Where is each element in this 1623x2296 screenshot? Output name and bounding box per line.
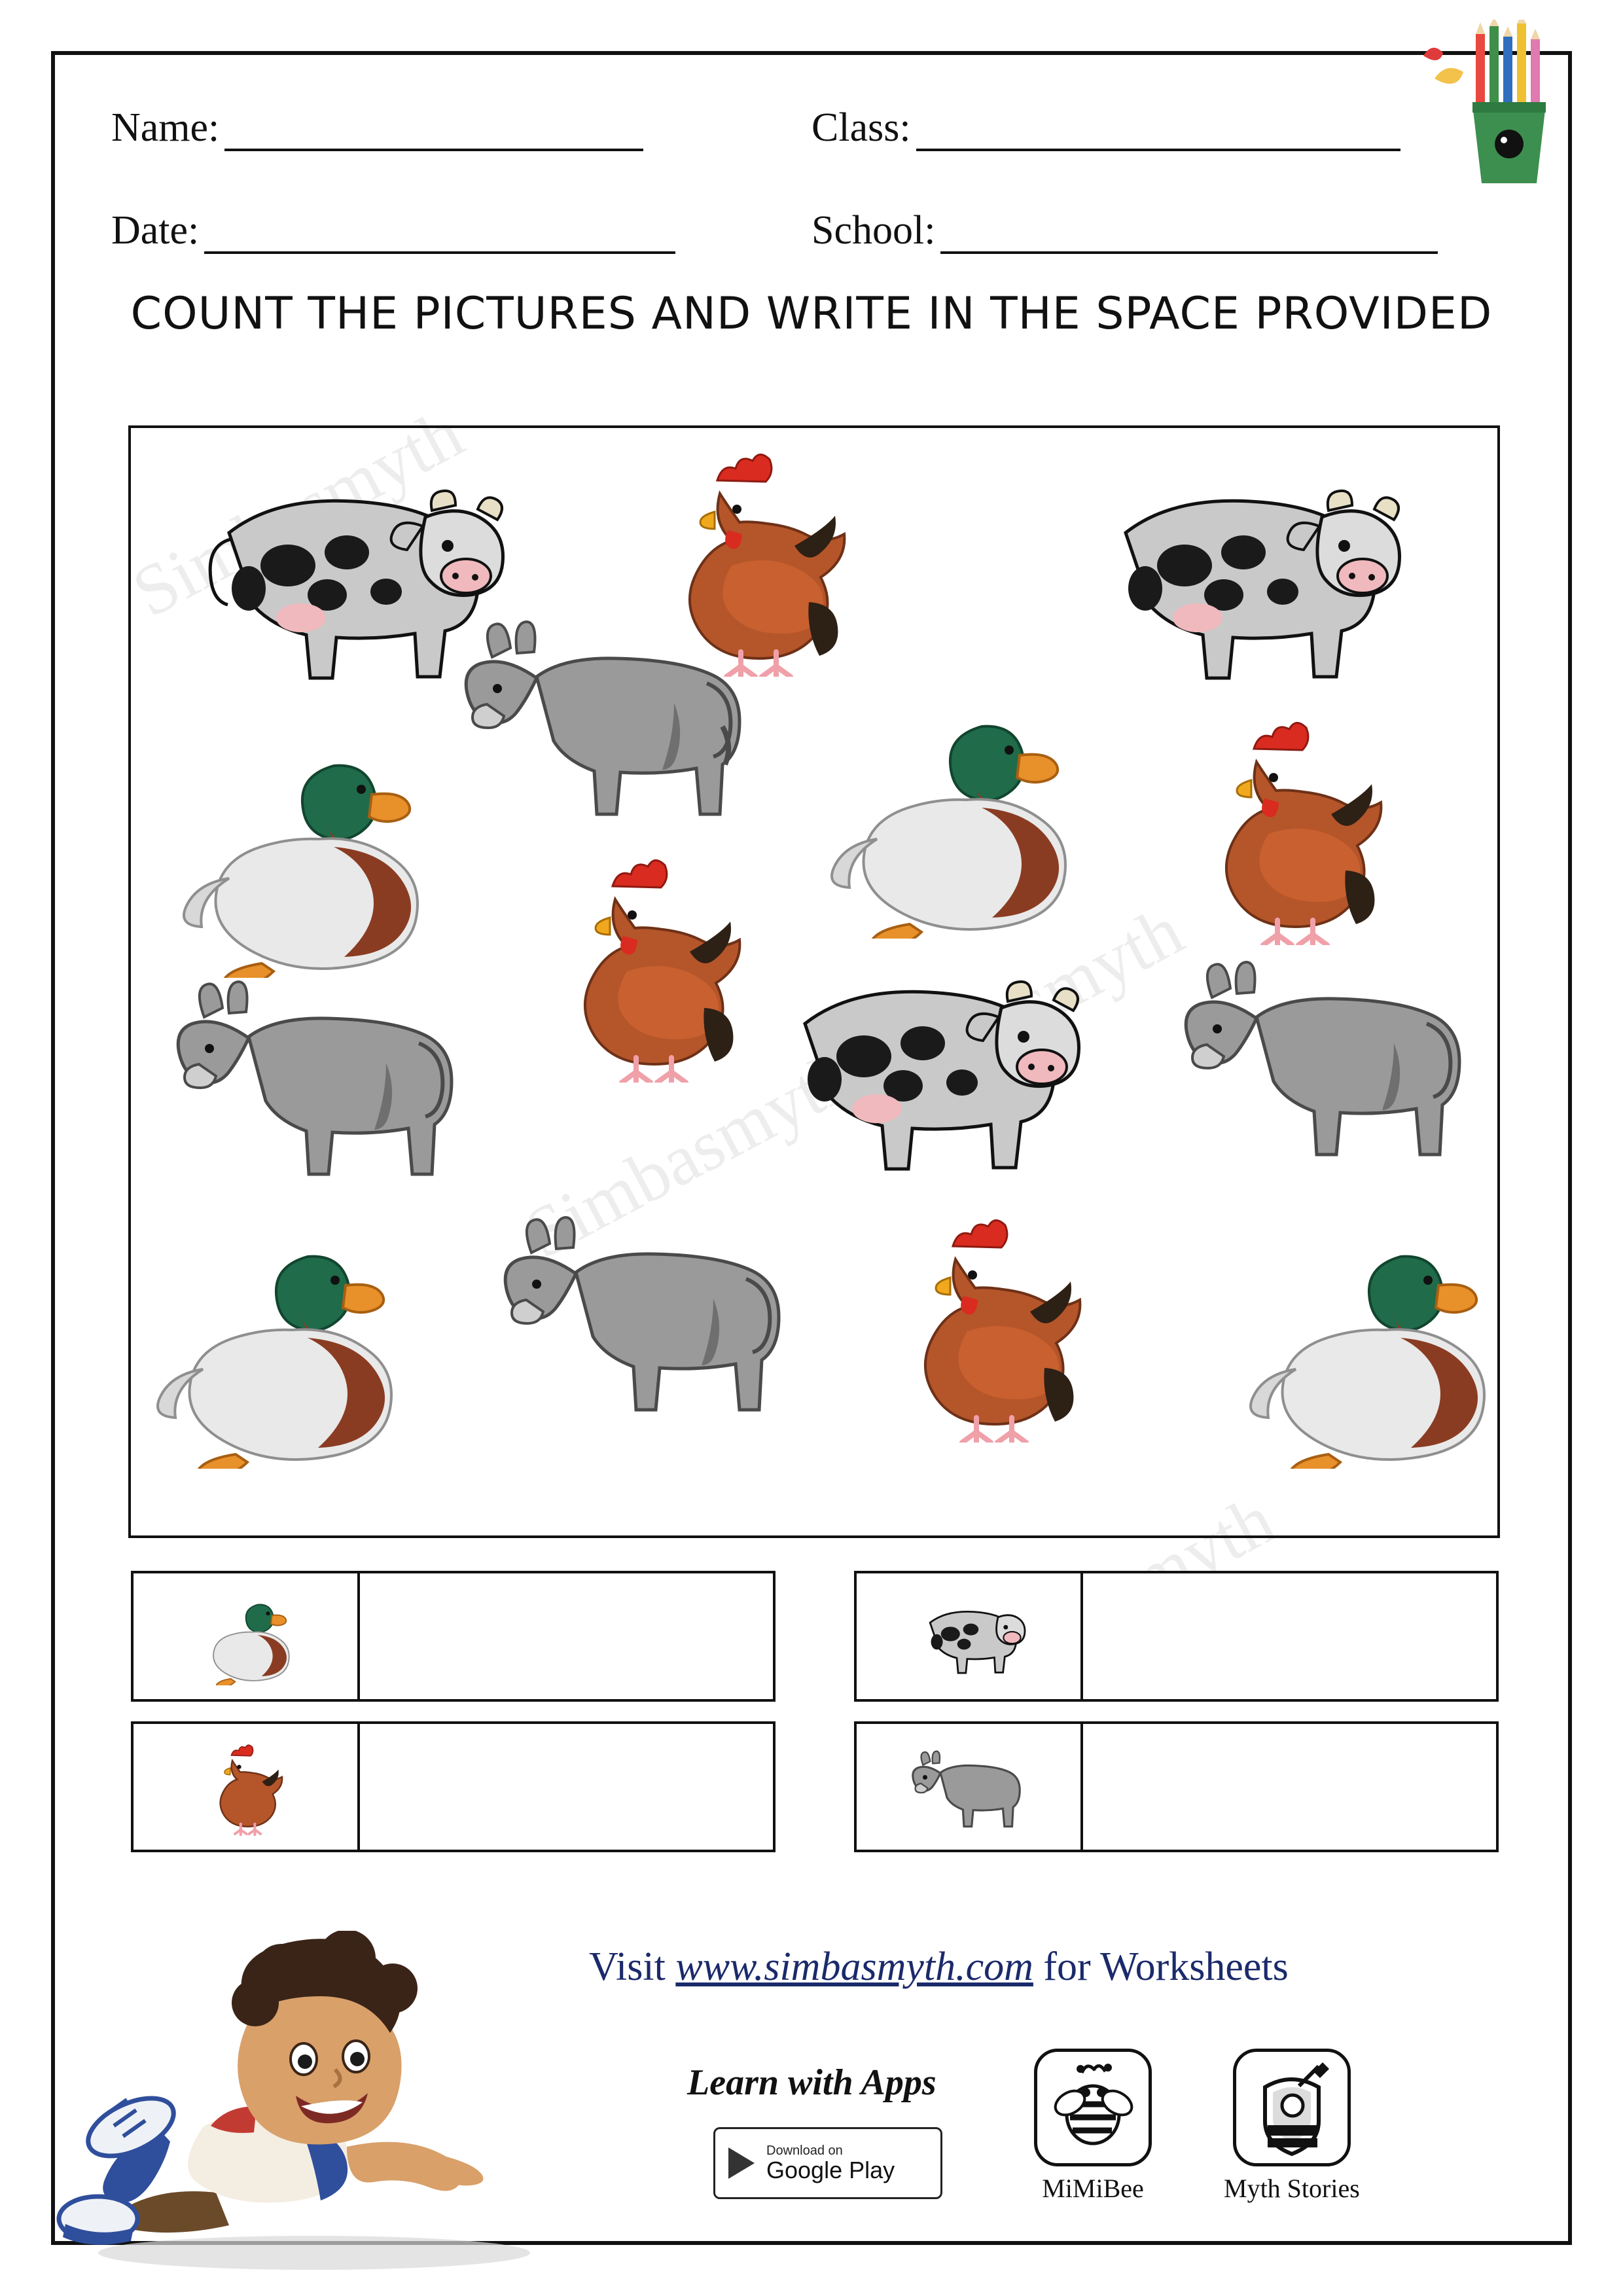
visit-prefix: Visit xyxy=(589,1945,676,1989)
school-field[interactable] xyxy=(812,207,1438,254)
class-field[interactable] xyxy=(812,105,1400,151)
donkey-icon xyxy=(854,1721,1083,1852)
picture-box xyxy=(128,425,1500,1538)
animal-duck xyxy=(818,683,1080,939)
mimibee-icon xyxy=(1034,2049,1152,2166)
mimibee-label: MiMiBee xyxy=(1042,2174,1144,2203)
answer-grid xyxy=(131,1571,1499,1852)
myth-stories-label: Myth Stories xyxy=(1224,2174,1360,2203)
myth-stories-icon xyxy=(1233,2049,1351,2166)
learn-with-apps-label: Learn with Apps xyxy=(687,2062,936,2103)
google-play-button[interactable] xyxy=(713,2127,942,2199)
class-input[interactable] xyxy=(916,115,1400,151)
school-input[interactable] xyxy=(940,217,1438,254)
app-badge-myth-stories[interactable] xyxy=(1224,2049,1360,2204)
google-play-small-label: Download on xyxy=(766,2143,843,2158)
animal-donkey xyxy=(497,1200,798,1416)
date-label: Date: xyxy=(111,208,200,253)
chicken-icon xyxy=(131,1721,360,1852)
name-label: Name: xyxy=(111,105,220,150)
visit-line xyxy=(589,1944,1289,1990)
play-triangle-icon xyxy=(728,2147,755,2179)
animal-cow xyxy=(1067,454,1407,690)
class-label: Class: xyxy=(812,105,911,150)
animal-duck xyxy=(144,1213,406,1469)
answer-row-duck xyxy=(131,1571,776,1702)
google-play-big-label: Google Play xyxy=(766,2156,895,2183)
animal-donkey xyxy=(458,605,759,821)
name-field[interactable] xyxy=(111,105,812,151)
duck-count-input[interactable] xyxy=(360,1571,776,1702)
animal-cow xyxy=(746,945,1086,1181)
instruction-text: COUNT THE PICTURES AND WRITE IN THE SPACE PROVIDED xyxy=(130,288,1493,340)
answer-row-cow xyxy=(854,1571,1499,1702)
animal-donkey xyxy=(170,965,471,1181)
answer-row-chicken xyxy=(131,1721,776,1852)
animal-duck xyxy=(170,723,432,978)
cow-icon xyxy=(854,1571,1083,1702)
app-badge-mimibee[interactable] xyxy=(1034,2049,1152,2204)
website-link[interactable]: www.simbasmyth.com xyxy=(675,1945,1033,1989)
date-input[interactable] xyxy=(204,217,675,254)
visit-suffix: for Worksheets xyxy=(1033,1945,1289,1989)
header-fields xyxy=(111,105,1486,310)
chicken-count-input[interactable] xyxy=(360,1721,776,1852)
boy-illustration xyxy=(39,1931,563,2271)
school-label: School: xyxy=(812,208,936,253)
name-input[interactable] xyxy=(224,115,643,151)
duck-icon xyxy=(131,1571,360,1702)
watermark: Simbasmyth xyxy=(512,1034,868,1274)
date-field[interactable] xyxy=(111,207,812,254)
animal-donkey xyxy=(1178,945,1479,1161)
animal-chicken xyxy=(1191,709,1387,945)
animal-chicken xyxy=(550,847,746,1083)
animal-chicken xyxy=(890,1207,1086,1443)
cow-count-input[interactable] xyxy=(1083,1571,1499,1702)
donkey-count-input[interactable] xyxy=(1083,1721,1499,1852)
animal-duck xyxy=(1237,1213,1499,1469)
answer-row-donkey xyxy=(854,1721,1499,1852)
